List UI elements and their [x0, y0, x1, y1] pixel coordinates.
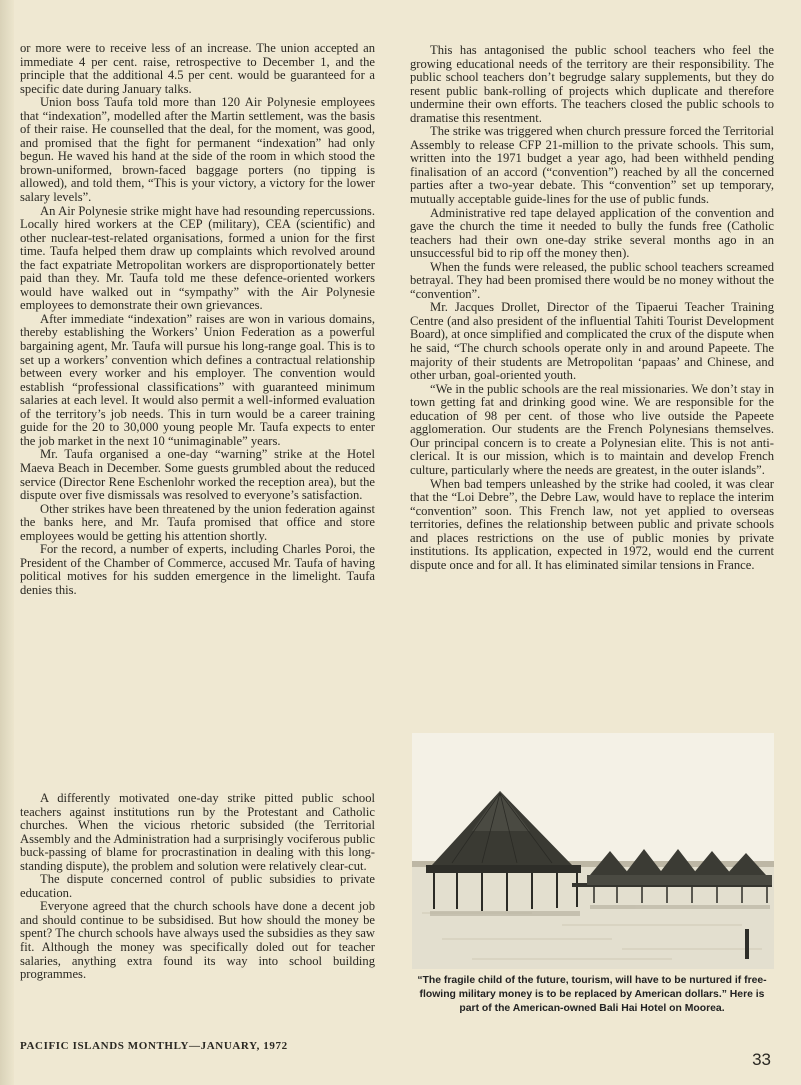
photo-caption: “The fragile child of the future, tourism, will have to be nurtured if free-flowing military money is to be replaced by American dollars.” Here is part of the American-owned Bali Hai Hotel on Moorea. — [417, 975, 767, 1015]
paragraph: Union boss Taufa told more than 120 Air Polynesie employees that “indexation”, modelled after the Martin settlement, was the basis of their raise. He counselled that the deal, for the moment, was good, and promised that the fight for permanent “indexation” had only begun. He waved his hand at the side of the room in which stood the brown-uniformed, brown-faced baggage porters (no tipping is allowed), and told them, “This is your victory, a victory for the lower salary levels”. — [20, 95, 375, 205]
paragraph: The dispute concerned control of public subsidies to private education. — [20, 872, 375, 900]
paragraph: Other strikes have been threatened by the union federation against the banks here, and Mr. Taufa promised that office and store employees would be getting his attention shortly. — [20, 501, 375, 543]
paragraph: Everyone agreed that the church schools have done a decent job and should continue to be subsidised. But how should the money be spent? The church schools have always used the subsidies as they saw fit. Although the money was specifically doled out for teacher salaries, anything extra found its way into school building programmes. — [20, 899, 375, 982]
paragraph: Mr. Taufa organised a one-day “warning” strike at the Hotel Maeva Beach in December. Some guests grumbled about the reduced service (Director Rene Eschenlohr worked the reception area), but the dispute over five dismissals was resolved to everyone’s satisfaction. — [20, 447, 375, 503]
page-number: 33 — [752, 1050, 771, 1069]
paragraph: or more were to receive less of an increase. The union accepted an immediate 4 per cent. raise, retrospective to December 1, and the principle that the additional 4.5 per cent. would be guaranteed for a specific date during January talks. — [20, 41, 375, 96]
right-column — [410, 44, 774, 572]
paragraph: When bad tempers unleashed by the strike had cooled, it was clear that the “Loi Debre”, the Debre Law, would have to replace the interim “convention” soon. This French law, not yet applied to overseas territories, defines the relationship between public and private schools and places restrictions on the use of public monies by private institutions. Its application, expected in 1972, would end the current dispute once and for all. It has eliminated similar tensions in France. — [410, 476, 774, 572]
paragraph: After immediate “indexation” raises are won in various domains, thereby establishing the Workers’ Union Federation as a powerful bargaining agent, Mr. Taufa will pursue his long-range goal. This is to set up a workers’ convention which defines a contractual relationship between every worker and his employer. The convention would establish “professional classifications” with guaranteed minimum salaries at each level. It would also permit a well-informed evaluation of the territory’s job needs. This in turn would be a career training guide for the 20 to 30,000 young people Mr. Taufa expects to enter the job market in the next 10 “unimaginable” years. — [20, 311, 375, 448]
paragraph: The strike was triggered when church pressure forced the Territorial Assembly to release CFP 21-million to the private schools. This sum, written into the 1971 budget a year ago, had been withheld pending finalisation of an accord (“convention”) reached by all the concerned parties after a two-year debate. This “convention” set up temporary, mutually acceptable guide-lines for the use of public funds. — [410, 124, 774, 207]
paragraph: This has antagonised the public school teachers who feel the growing educational needs of the territory are their responsibility. The public school teachers don’t begrudge salary supplements, but they do resent public bank-rolling of projects which duplicate and therefore undermine their own efforts. The teachers closed the public schools to dramatise this resentment. — [410, 43, 774, 125]
paragraph: When the funds were released, the public school teachers screamed betrayal. They had been promised there would be no money without the “convention”. — [410, 259, 774, 301]
hotel-photo — [412, 733, 774, 969]
paragraph: A differently motivated one-day strike pitted public school teachers against institutions run by the Protestant and Catholic churches. When the vicious rhetoric subsided (the Territorial Assembly and the Administration had a surprisingly vociferous public buck-passing of blame for procrastination in dealing with this long-standing dispute), the problem and solution were relatively clear-cut. — [20, 791, 375, 873]
paragraph: Mr. Jacques Drollet, Director of the Tipaerui Teacher Training Centre (and also president of the influential Tahiti Tourist Development Board), at once simplified and complicated the crux of the dispute when he said, “The church schools operate only in and around Papeete. The majority of their students are Metropolitan ‘papaas’ and Chinese, and other urban, goal-oriented youth. — [410, 300, 774, 383]
left-column-bottom — [20, 792, 375, 982]
page-spine-shadow — [0, 0, 14, 1085]
paragraph: “We in the public schools are the real missionaries. We don’t stay in town getting fat and drinking good wine. We are responsible for the education of 98 per cent. of those who live outside the Papeete agglomeration. Our students are the French Polynesians themselves. Our principal concern is to create a Polynesian elite. This is not anti-clerical. It is our mission, which is to maintain and develop French culture, particularly where the needs are greatest, in the outer islands”. — [410, 381, 774, 477]
left-column-top — [20, 42, 375, 597]
overwater-bungalows-image — [412, 733, 774, 969]
paragraph: For the record, a number of experts, including Charles Poroi, the President of the Chamber of Commerce, accused Mr. Taufa of having political motives for his sudden emergence in the limelight. Taufa denies this. — [20, 542, 375, 597]
paragraph: Administrative red tape delayed application of the convention and gave the church the time it needed to bully the funds free (Catholic teachers had their own one-day strike several months ago in an unsuccessful bid to rip off the money then). — [410, 205, 774, 261]
running-footer: PACIFIC ISLANDS MONTHLY—JANUARY, 1972 — [20, 1040, 288, 1052]
paragraph: An Air Polynesie strike might have had resounding repercussions. Locally hired workers at the CEP (military), CEA (scientific) and other nuclear-test-related organisations, formed a union for the first time. Taufa helped them draw up complaints which revolved around the fact expatriate Metropolitan workers are disproportionately better paid than they. Mr. Taufa told me these defence-oriented workers would have walked out in “sympathy” with the Air Polynesie employees to demonstrate their own grievances. — [20, 203, 375, 313]
